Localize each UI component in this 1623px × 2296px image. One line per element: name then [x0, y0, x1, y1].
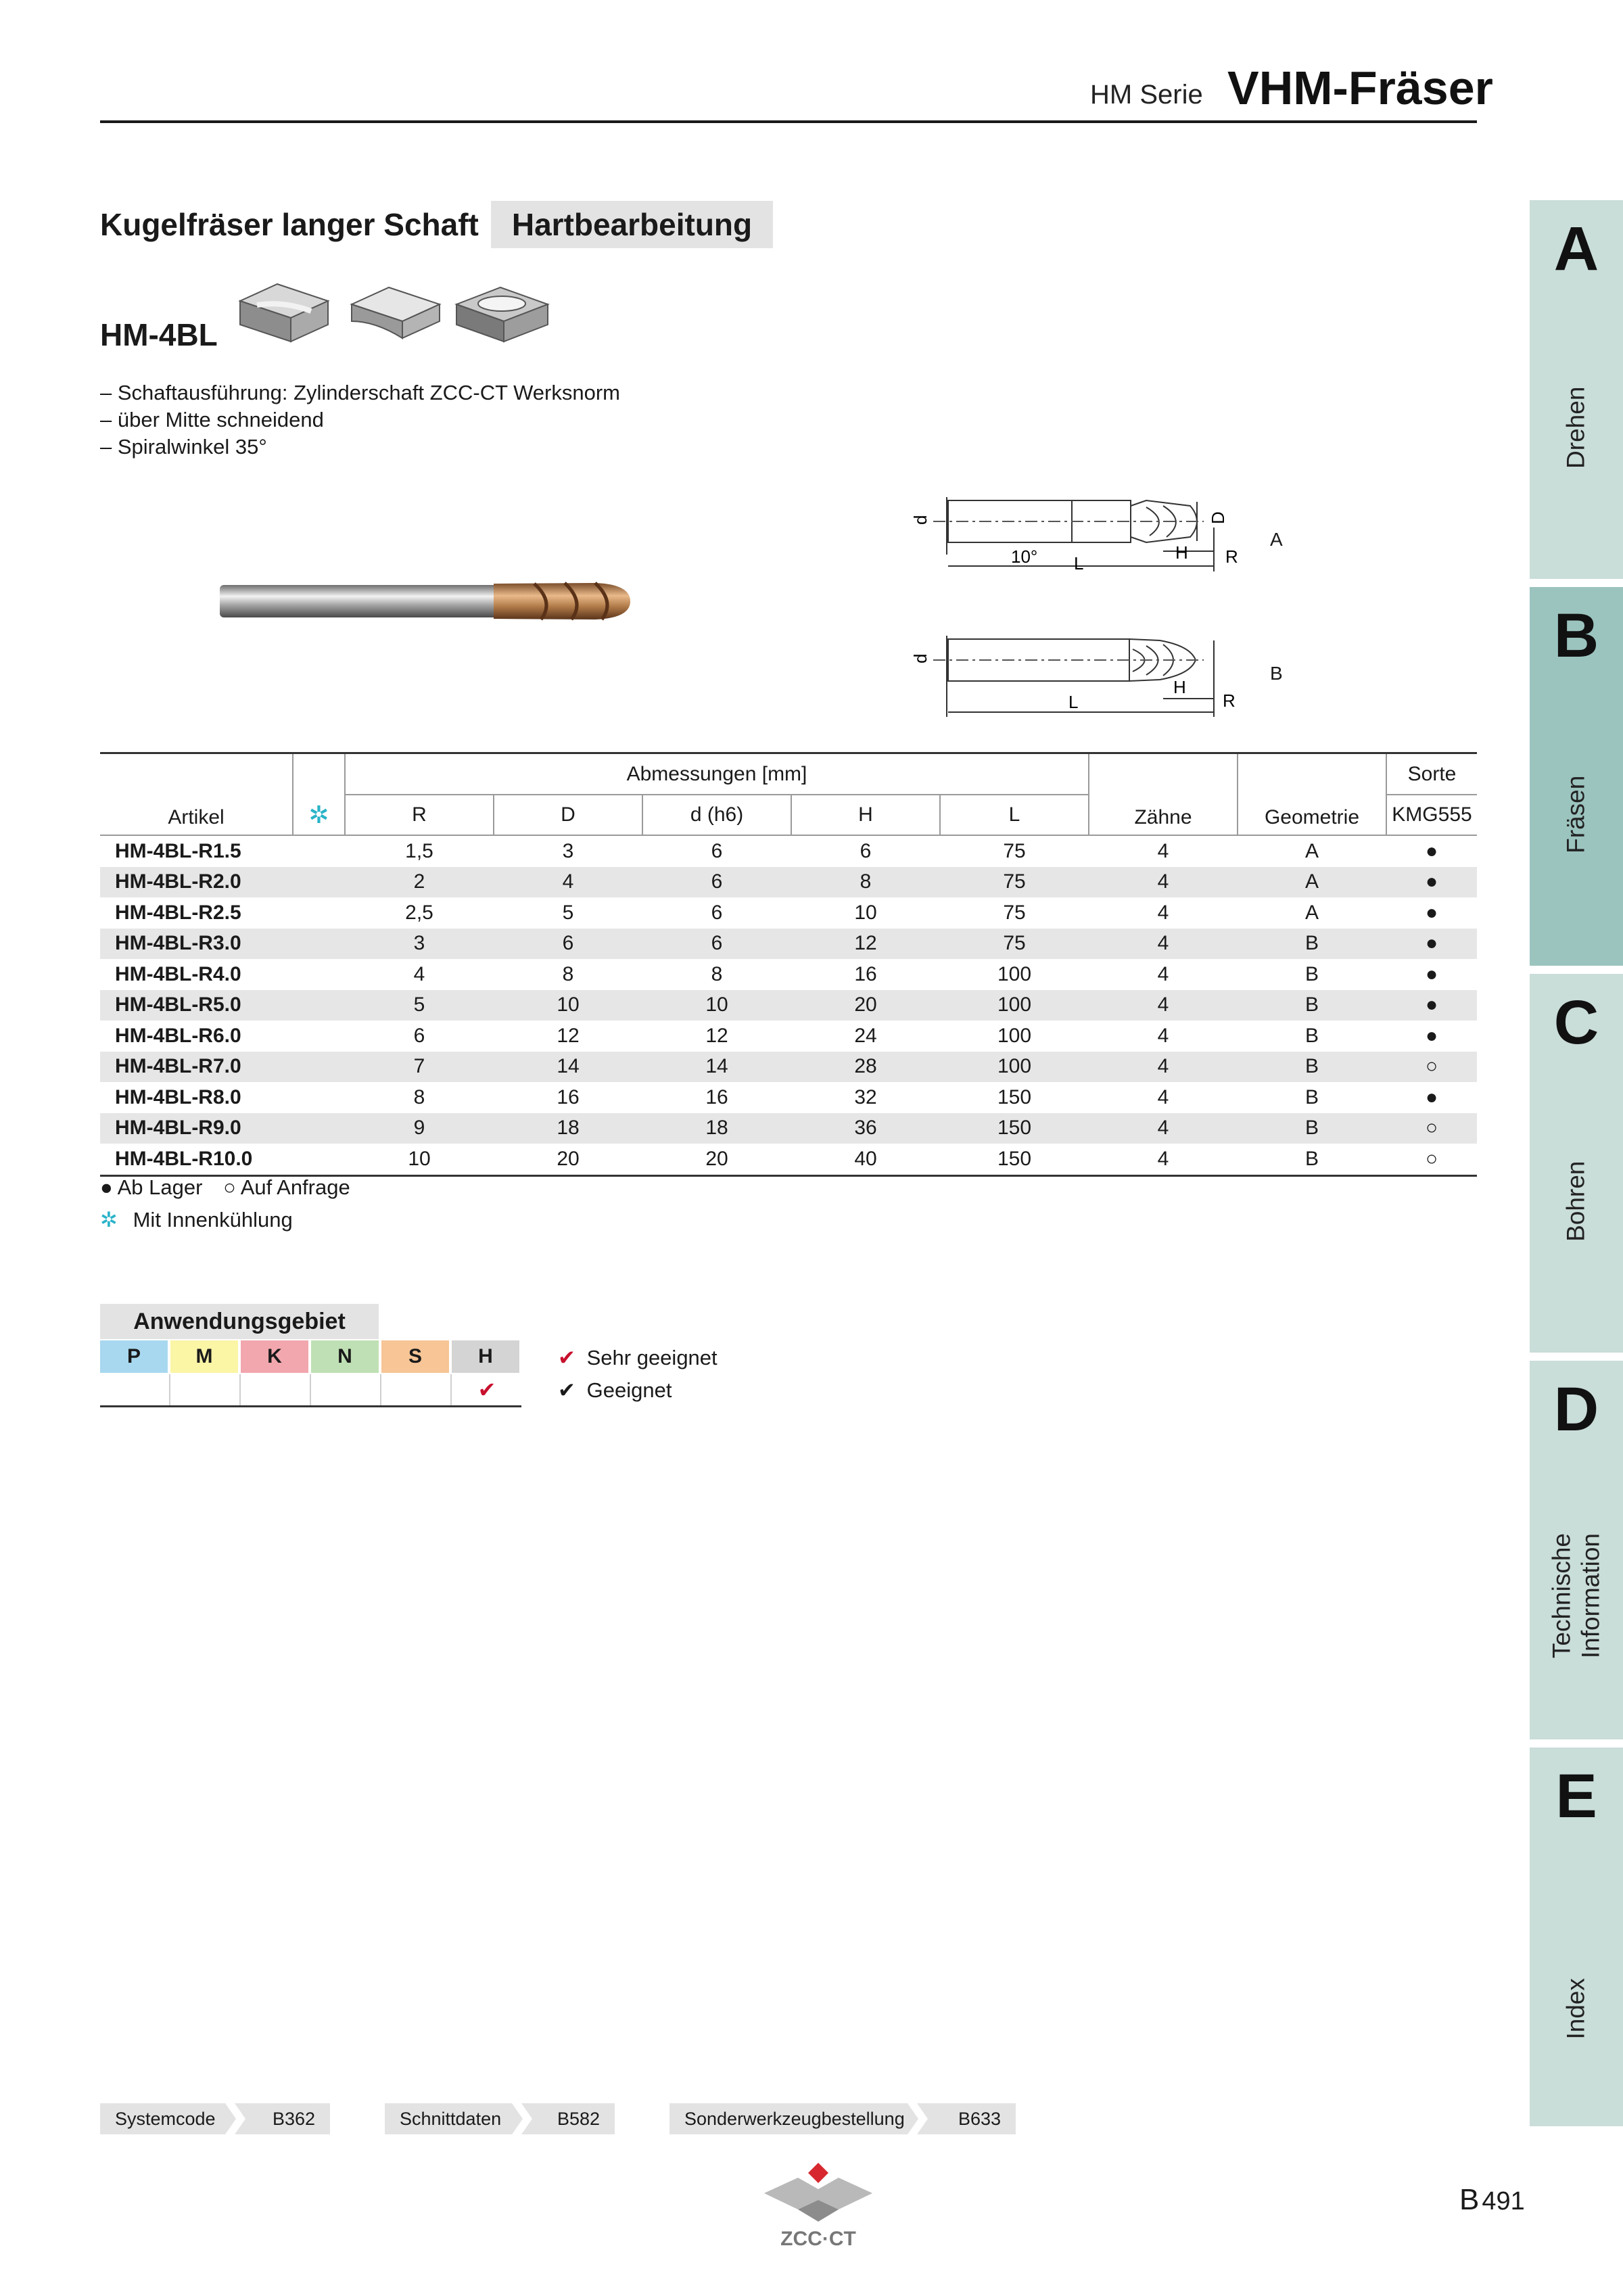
- end-mill-photo: [216, 575, 636, 629]
- table-cell: [293, 929, 345, 960]
- table-cell: 75: [940, 867, 1089, 898]
- table-cell: 6: [642, 929, 791, 960]
- table-cell: 28: [791, 1052, 940, 1083]
- application-rule: [100, 1405, 521, 1407]
- table-cell: B: [1238, 990, 1386, 1021]
- table-cell: 12: [791, 929, 940, 960]
- col-sorte: Sorte: [1386, 753, 1477, 795]
- material-suitability-n: [311, 1374, 381, 1405]
- table-cell: 9: [345, 1113, 494, 1144]
- table-cell: A: [1304, 901, 1319, 924]
- dim-d-label: d: [910, 653, 931, 663]
- contour-workpiece-icon: [352, 287, 440, 338]
- table-cell: 150: [940, 1113, 1089, 1144]
- table-cell: 8: [711, 962, 723, 985]
- table-cell: 4: [1089, 990, 1238, 1021]
- col-zaehne: Zähne: [1089, 753, 1238, 836]
- table-cell: B: [1238, 1052, 1386, 1083]
- tab-letter: A: [1553, 214, 1599, 283]
- table-cell: 20: [705, 1147, 728, 1170]
- table-cell: ○: [1425, 1147, 1438, 1170]
- table-cell: 10: [408, 1147, 431, 1170]
- table-cell: 6: [711, 839, 723, 862]
- side-tab-b[interactable]: [1530, 587, 1623, 966]
- table-cell: 4: [1157, 839, 1169, 862]
- table-cell: 36: [791, 1113, 940, 1144]
- table-cell: B: [1238, 929, 1386, 960]
- table-cell: 20: [557, 1147, 580, 1170]
- table-cell: 100: [940, 990, 1089, 1021]
- table-cell: 75: [1003, 901, 1026, 924]
- table-cell: 4: [1157, 1085, 1169, 1108]
- table-cell: 16: [705, 1085, 728, 1108]
- zcc-ct-logo: [761, 2161, 876, 2249]
- article-cell: HM-4BL-R5.0: [100, 990, 293, 1021]
- table-cell: [293, 1144, 345, 1175]
- table-cell: 4: [494, 867, 642, 898]
- table-cell: A: [1238, 867, 1386, 898]
- table-cell: 4: [1089, 929, 1238, 960]
- table-cell: 3: [345, 929, 494, 960]
- series-label: HM Serie: [1090, 80, 1203, 110]
- table-cell: 7: [345, 1052, 494, 1083]
- chevron-right-icon: [225, 2103, 245, 2134]
- table-row: [100, 867, 1477, 898]
- col-l: L: [940, 795, 1089, 835]
- material-suitability-m: [170, 1374, 241, 1405]
- article-cell: HM-4BL-R10.0: [115, 1147, 253, 1170]
- table-cell: 6: [711, 901, 723, 924]
- table-cell: 8: [413, 1085, 425, 1108]
- chevron-right-icon: [908, 2103, 928, 2134]
- page-prefix: B: [1459, 2183, 1480, 2216]
- table-cell: 3: [562, 839, 574, 862]
- table-cell: ●: [1425, 839, 1438, 862]
- chevron-right-icon: [512, 2103, 532, 2134]
- ref-schnittdaten[interactable]: [385, 2103, 615, 2134]
- table-row: [100, 1113, 1477, 1144]
- coolant-icon: ✲: [100, 1208, 118, 1232]
- table-cell: 4: [1157, 901, 1169, 924]
- table-cell: 12: [557, 1024, 580, 1047]
- table-cell: ○: [1386, 1052, 1477, 1083]
- product-code: HM-4BL: [100, 317, 218, 352]
- table-cell: [293, 1021, 345, 1052]
- table-cell: [293, 835, 345, 867]
- table-cell: 4: [1157, 1024, 1169, 1047]
- table-cell: 4: [1089, 867, 1238, 898]
- table-cell: B: [1304, 1147, 1319, 1170]
- table-cell: 20: [791, 990, 940, 1021]
- table-cell: ●: [1386, 867, 1477, 898]
- article-cell: HM-4BL-R3.0: [100, 929, 293, 960]
- page-title: VHM-Fräser: [1227, 62, 1493, 114]
- material-group-s: S: [381, 1340, 450, 1373]
- ref-page: B362: [272, 2108, 315, 2129]
- table-cell: 150: [997, 1085, 1032, 1108]
- geometry-a-label: A: [1270, 529, 1283, 550]
- dim-l-label: L: [1068, 692, 1079, 712]
- table-row: [100, 959, 1477, 990]
- table-cell: ●: [1386, 929, 1477, 960]
- table-cell: 75: [1003, 839, 1026, 862]
- table-row: [100, 835, 1477, 867]
- table-cell: 4: [1157, 962, 1169, 985]
- table-cell: 5: [562, 901, 574, 924]
- table-cell: 1,5: [405, 839, 433, 862]
- table-cell: 10: [854, 901, 877, 924]
- table-cell: 4: [413, 962, 425, 985]
- table-cell: 24: [854, 1024, 877, 1047]
- table-cell: 4: [1157, 1147, 1169, 1170]
- dim-d-diameter-label: D: [1208, 511, 1228, 524]
- dim-l-label: L: [1074, 553, 1084, 573]
- header-rule: [100, 120, 1477, 123]
- material-suitability-k: [241, 1374, 311, 1405]
- page-number: [1459, 2183, 1525, 2217]
- drawing-geometry-a: [906, 487, 1285, 588]
- table-cell: ●: [1386, 990, 1477, 1021]
- pocket-workpiece-icon: [456, 287, 548, 342]
- application-title: Anwendungsgebiet: [100, 1304, 379, 1339]
- table-cell: 150: [997, 1147, 1032, 1170]
- col-artikel: Artikel: [100, 753, 293, 836]
- tab-label: Bohren: [1561, 1161, 1590, 1242]
- table-cell: ●: [1425, 962, 1438, 985]
- table-cell: [293, 867, 345, 898]
- material-suitability-h: ✔: [477, 1378, 496, 1402]
- ref-label: Schnittdaten: [400, 2108, 502, 2129]
- table-cell: 5: [345, 990, 494, 1021]
- table-cell: 6: [413, 1024, 425, 1047]
- table-cell: 18: [494, 1113, 642, 1144]
- table-row: [100, 897, 1477, 929]
- feature-item: – Schaftausführung: Zylinderschaft ZCC-CT Werksnorm: [100, 381, 620, 404]
- table-cell: 18: [642, 1113, 791, 1144]
- table-cell: 100: [997, 1024, 1032, 1047]
- ref-page: B633: [958, 2108, 1001, 2129]
- article-cell: HM-4BL-R1.5: [115, 839, 241, 862]
- table-cell: 6: [860, 839, 872, 862]
- spec-table: [100, 752, 1477, 1177]
- article-cell: HM-4BL-R6.0: [115, 1024, 241, 1047]
- table-row: [100, 990, 1477, 1021]
- table-cell: ●: [1425, 1024, 1438, 1047]
- table-cell: 100: [940, 1052, 1089, 1083]
- table-cell: 16: [557, 1085, 580, 1108]
- article-cell: HM-4BL-R9.0: [100, 1113, 293, 1144]
- table-cell: 4: [1089, 1113, 1238, 1144]
- col-group-dimensions: Abmessungen [mm]: [345, 753, 1089, 795]
- table-cell: ●: [1425, 1085, 1438, 1108]
- article-cell: HM-4BL-R7.0: [100, 1052, 293, 1083]
- table-cell: 10: [494, 990, 642, 1021]
- ref-label: Systemcode: [115, 2108, 216, 2129]
- col-grade: KMG555: [1386, 795, 1477, 835]
- drawing-geometry-b: [906, 626, 1285, 727]
- table-cell: 6: [642, 867, 791, 898]
- tab-label: Index: [1561, 1978, 1590, 2040]
- legend-very-label: Sehr geeignet: [586, 1346, 718, 1369]
- black-check-icon: ✔: [558, 1378, 575, 1402]
- legend-coolant: Mit Innenkühlung: [133, 1208, 293, 1232]
- dim-h-label: H: [1175, 542, 1188, 563]
- table-row: [100, 929, 1477, 960]
- table-cell: 75: [940, 929, 1089, 960]
- table-cell: 4: [1089, 1052, 1238, 1083]
- article-cell: HM-4BL-R8.0: [115, 1085, 241, 1108]
- legend-stock: ● Ab Lager: [100, 1175, 203, 1199]
- material-group-p: P: [100, 1340, 169, 1373]
- table-row: [100, 1052, 1477, 1083]
- feature-item: – über Mitte schneidend: [100, 408, 324, 431]
- geometry-b-label: B: [1270, 663, 1283, 684]
- col-geometrie: Geometrie: [1238, 753, 1386, 836]
- dim-d-label: d: [910, 515, 931, 525]
- legend-request: ○ Auf Anfrage: [223, 1175, 350, 1199]
- table-cell: 14: [642, 1052, 791, 1083]
- article-cell: HM-4BL-R2.0: [100, 867, 293, 898]
- col-r: R: [345, 795, 494, 835]
- application-badge: Hartbearbeitung: [491, 201, 773, 248]
- tab-letter: E: [1555, 1762, 1597, 1831]
- coolant-legend: [100, 1208, 293, 1232]
- material-group-k: K: [241, 1340, 310, 1373]
- material-suitability-s: [381, 1374, 452, 1405]
- table-cell: 40: [854, 1147, 877, 1170]
- ref-page: B582: [557, 2108, 600, 2129]
- table-row: [100, 1144, 1477, 1175]
- ref-systemcode[interactable]: [100, 2103, 330, 2134]
- table-cell: [293, 897, 345, 929]
- table-cell: 6: [494, 929, 642, 960]
- table-cell: 14: [494, 1052, 642, 1083]
- table-cell: [293, 990, 345, 1021]
- table-cell: B: [1304, 962, 1319, 985]
- tab-label: Fräsen: [1561, 775, 1590, 853]
- page-number-value: 491: [1482, 2187, 1525, 2216]
- table-cell: 12: [705, 1024, 728, 1047]
- groove-workpiece-icon: [240, 284, 328, 342]
- side-tab-e[interactable]: [1530, 1748, 1623, 2126]
- legend-very-suitable: [558, 1346, 718, 1370]
- col-d-shank: d (h6): [642, 795, 791, 835]
- red-check-icon: ✔: [558, 1346, 575, 1369]
- tab-letter: B: [1553, 601, 1599, 670]
- material-group-n: N: [311, 1340, 380, 1373]
- tab-letter: D: [1553, 1375, 1599, 1444]
- logo-text: ZCC·CT: [780, 2228, 856, 2249]
- tab-letter: C: [1553, 988, 1599, 1057]
- stock-legend: [100, 1175, 350, 1200]
- table-cell: 8: [791, 867, 940, 898]
- dim-r-label: R: [1223, 690, 1236, 711]
- side-tab-d[interactable]: [1530, 1361, 1623, 1739]
- table-cell: ○: [1386, 1113, 1477, 1144]
- table-cell: 8: [562, 962, 574, 985]
- table-cell: 32: [854, 1085, 877, 1108]
- ref-label: Sonderwerkzeugbestellung: [684, 2108, 905, 2129]
- feature-item: – Spiralwinkel 35°: [100, 435, 267, 459]
- ref-sonderwerkzeug[interactable]: [669, 2103, 1016, 2134]
- material-suitability-p: [100, 1374, 170, 1405]
- table-cell: 10: [642, 990, 791, 1021]
- table-row: [100, 1082, 1477, 1113]
- section-title: Kugelfräser langer Schaft: [100, 207, 479, 242]
- table-cell: B: [1238, 1113, 1386, 1144]
- table-cell: A: [1304, 839, 1319, 862]
- material-group-h: H: [452, 1340, 521, 1373]
- tab-label: Drehen: [1561, 386, 1590, 469]
- table-row: [100, 1021, 1477, 1052]
- table-cell: B: [1304, 1085, 1319, 1108]
- table-cell: [293, 1082, 345, 1113]
- table-cell: B: [1304, 1024, 1319, 1047]
- table-cell: [293, 1113, 345, 1144]
- dim-angle-label: 10°: [1011, 546, 1038, 567]
- dim-r-label: R: [1225, 546, 1238, 567]
- table-cell: 2,5: [405, 901, 433, 924]
- table-cell: ●: [1425, 901, 1438, 924]
- table-cell: 16: [854, 962, 877, 985]
- coolant-icon: ✲: [293, 753, 345, 836]
- material-group-m: M: [170, 1340, 239, 1373]
- tab-label: Technische Information: [1547, 1533, 1604, 1659]
- side-tab-a[interactable]: [1530, 200, 1623, 579]
- legend-suitable: [558, 1378, 672, 1403]
- table-cell: [293, 1052, 345, 1083]
- workpiece-icons: [237, 274, 561, 348]
- col-h: H: [791, 795, 940, 835]
- col-d-diameter: D: [494, 795, 642, 835]
- side-tab-c[interactable]: [1530, 974, 1623, 1353]
- dim-h-label: H: [1173, 677, 1186, 697]
- table-cell: 100: [997, 962, 1032, 985]
- article-cell: HM-4BL-R4.0: [115, 962, 241, 985]
- legend-suitable-label: Geeignet: [586, 1378, 672, 1402]
- article-cell: HM-4BL-R2.5: [115, 901, 241, 924]
- table-cell: [293, 959, 345, 990]
- table-cell: 2: [345, 867, 494, 898]
